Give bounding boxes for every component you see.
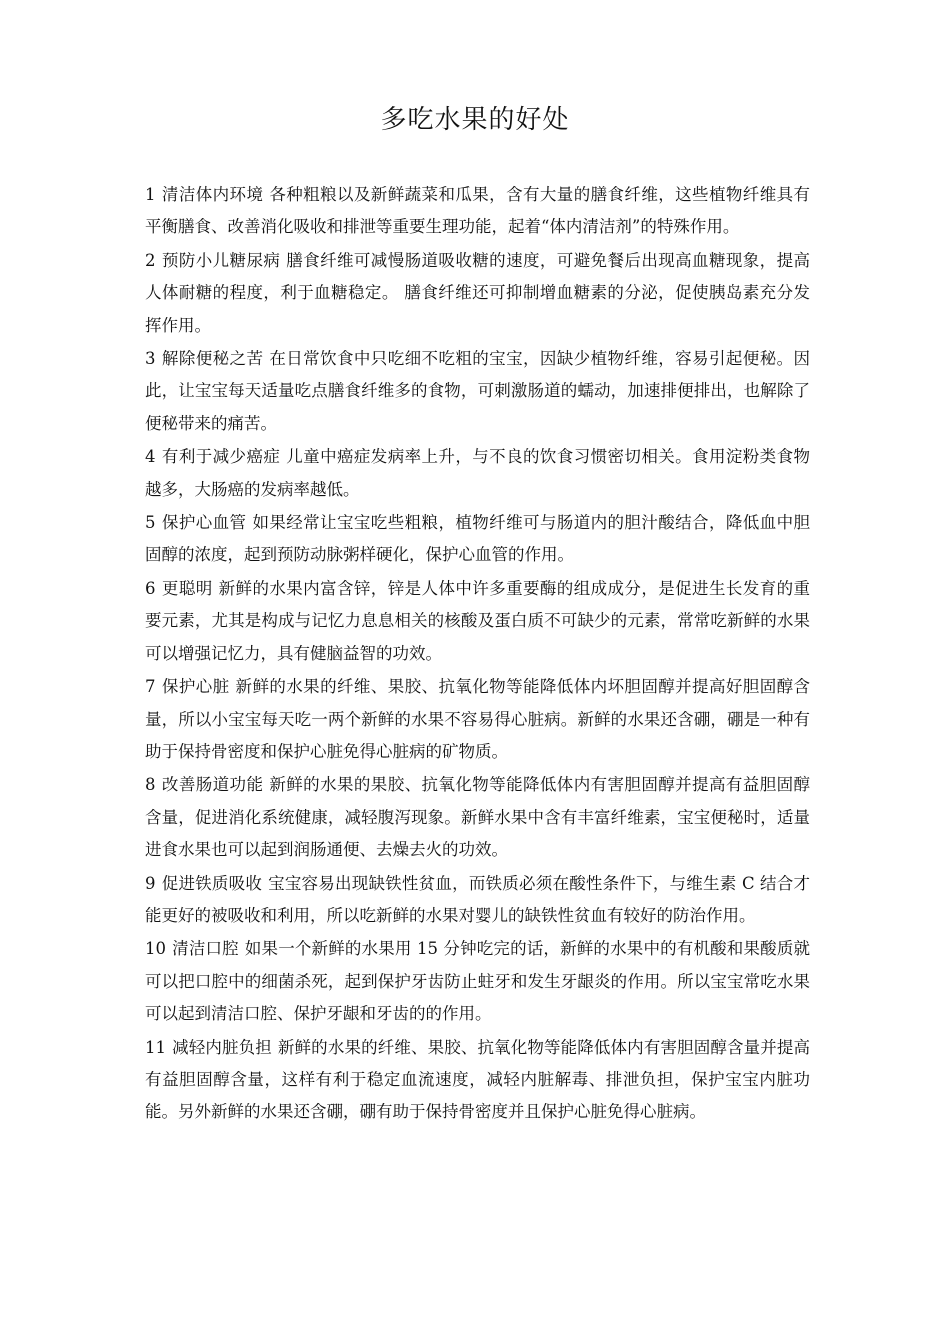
paragraph-3 — [145, 343, 810, 440]
paragraph-number: 4 — [145, 447, 156, 467]
paragraph-6 — [145, 573, 810, 670]
paragraph-text: 宝宝容易出现缺铁性贫血，而铁质必须在酸性条件下，与维生素 C 结合才能更好的被吸收和利用，所以吃新鲜的水果对婴儿的缺铁性贫血有较好的防治作用。 — [145, 873, 810, 925]
paragraph-number: 8 — [145, 775, 156, 795]
paragraph-1 — [145, 179, 810, 244]
paragraph-heading: 清洁体内环境 — [161, 185, 264, 204]
paragraph-text: 如果一个新鲜的水果用 15 分钟吃完的话，新鲜的水果中的有机酸和果酸质就可以把口腔中的细菌杀死，起到保护牙齿防止蛀牙和发生牙龈炎的作用。所以宝宝常吃水果可以起到清洁口腔、保护牙龈和牙齿的的作用。 — [145, 939, 810, 1024]
paragraph-2 — [145, 245, 810, 342]
paragraph-number: 9 — [145, 873, 156, 893]
paragraph-text: 新鲜的水果的纤维、果胶、抗氧化物等能降低体内坏胆固醇并提高好胆固醇含量，所以小宝宝每天吃一两个新鲜的水果不容易得心脏病。新鲜的水果还含硼，硼是一种有助于保持骨密度和保护心脏免得心脏病的矿物质。 — [145, 677, 811, 761]
paragraph-8 — [145, 769, 810, 866]
paragraph-10 — [145, 933, 810, 1030]
paragraph-number: 11 — [145, 1037, 166, 1057]
paragraph-heading: 有利于减少癌症 — [161, 447, 281, 467]
paragraph-heading: 改善肠道功能 — [161, 775, 264, 795]
paragraph-5 — [145, 507, 810, 572]
paragraph-text: 各种粗粮以及新鲜蔬菜和瓜果，含有大量的膳食纤维，这些植物纤维具有平衡膳食、改善消化吸收和排泄等重要生理功能，起着“体内清洁剂”的特殊作用。 — [145, 185, 811, 237]
paragraph-11 — [145, 1032, 810, 1129]
paragraph-number: 1 — [145, 185, 156, 204]
paragraph-heading: 解除便秘之苦 — [161, 349, 264, 369]
paragraph-4 — [145, 441, 810, 506]
paragraph-text: 新鲜的水果内富含锌，锌是人体中许多重要酶的组成成分，是促进生长发育的重要元素，尤其是构成与记忆力息息相关的核酸及蛋白质不可缺少的元素，常常吃新鲜的水果可以增强记忆力，具有健脑益智的功效。 — [145, 578, 811, 663]
paragraph-heading: 预防小儿糖尿病 — [161, 250, 281, 270]
paragraph-number: 7 — [145, 677, 156, 697]
paragraph-text: 新鲜的水果的纤维、果胶、抗氧化物等能降低体内有害胆固醇含量并提高有益胆固醇含量，这样有利于稳定血流速度，减轻内脏解毒、排泄负担，保护宝宝内脏功能。另外新鲜的水果还含硼，硼有助于保持骨密度并且保护心脏免得心脏病。 — [145, 1037, 811, 1122]
paragraph-number: 3 — [145, 349, 156, 369]
paragraph-number: 5 — [145, 513, 156, 533]
paragraph-text: 如果经常让宝宝吃些粗粮，植物纤维可与肠道内的胆汁酸结合，降低血中胆固醇的浓度，起到预防动脉粥样硬化，保护心血管的作用。 — [145, 513, 811, 565]
paragraph-heading: 促进铁质吸收 — [161, 873, 263, 893]
paragraph-heading: 减轻内脏负担 — [172, 1037, 272, 1057]
paragraph-heading: 保护心血管 — [161, 513, 247, 533]
paragraph-number: 6 — [145, 578, 156, 598]
paragraph-number: 2 — [145, 250, 156, 270]
paragraph-7 — [145, 671, 810, 768]
paragraph-heading: 清洁口腔 — [172, 939, 239, 959]
paragraph-text: 膳食纤维可减慢肠道吸收糖的速度，可避免餐后出现高血糖现象，提高人体耐糖的程度，利于血糖稳定。 膳食纤维还可抑制增血糖素的分泌，促使胰岛素充分发挥作用。 — [145, 250, 811, 335]
paragraph-heading: 更聪明 — [161, 578, 213, 598]
document-body — [145, 179, 810, 1130]
paragraph-text: 儿童中癌症发病率上升，与不良的饮食习惯密切相关。食用淀粉类食物越多，大肠癌的发病率越低。 — [145, 447, 811, 499]
paragraph-heading: 保护心脏 — [161, 677, 230, 697]
paragraph-text: 在日常饮食中只吃细不吃粗的宝宝，因缺少植物纤维，容易引起便秘。因此，让宝宝每天适量吃点膳食纤维多的食物，可刺激肠道的蠕动，加速排便排出，也解除了便秘带来的痛苦。 — [145, 349, 811, 433]
paragraph-text: 新鲜的水果的果胶、抗氧化物等能降低体内有害胆固醇并提高有益胆固醇含量，促进消化系统健康，减轻腹泻现象。新鲜水果中含有丰富纤维素，宝宝便秘时，适量进食水果也可以起到润肠通便、去燥去火的功效。 — [145, 775, 811, 860]
page-title: 多吃水果的好处 — [380, 105, 570, 135]
paragraph-9 — [145, 868, 810, 933]
paragraph-number: 10 — [145, 939, 166, 959]
